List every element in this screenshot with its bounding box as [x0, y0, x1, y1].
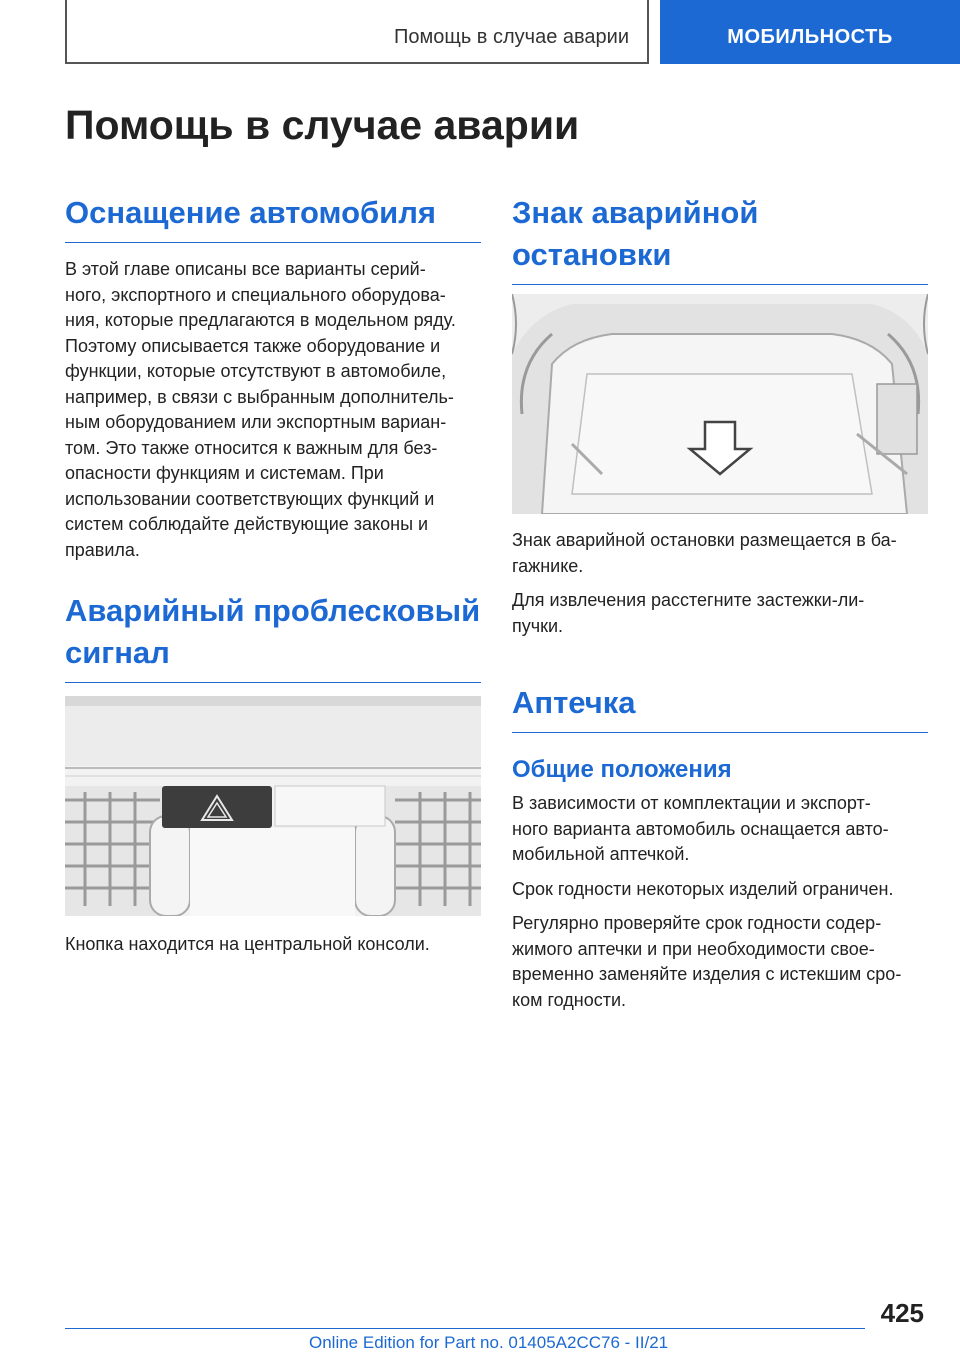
caption-hazard: Кнопка находится на центральной консоли. [65, 934, 430, 954]
heading-hazard [65, 590, 481, 683]
text-line: мобильной аптечкой. [512, 844, 690, 864]
text-line: например, в связи с выбранным дополнитель- [65, 386, 454, 407]
text-line: опасности функциям и системам. При [65, 463, 384, 483]
page-number: 425 [880, 1298, 924, 1328]
text-line: Поэтому описывается также оборудование и [65, 335, 441, 356]
text-line: функции, которые отсутствуют в автомобиле, [65, 361, 447, 381]
heading-first-aid-kit: Аптечка [512, 682, 928, 733]
text-line: ком годности. [512, 989, 627, 1010]
heading-hazard-line2: сигнал [65, 635, 170, 670]
triangle-text [512, 528, 928, 639]
text-line: Знак аварийной остановки размещается в ба- [512, 530, 897, 550]
section-hazard [65, 590, 481, 683]
text-line: В этой главе описаны все варианты серий- [65, 259, 426, 279]
footer-divider [65, 1328, 865, 1329]
text-line: использовании соответствующих функций и [65, 488, 435, 509]
text-line: систем соблюдайте действующие законы и [65, 514, 429, 534]
trunk-illustration [512, 294, 928, 514]
section-equipment [65, 192, 481, 563]
header-tab-mobility[interactable]: МОБИЛЬНОСТЬ [660, 0, 960, 64]
kit-paragraph-2: Срок годности некоторых изделий ограничен. [512, 878, 894, 899]
equipment-paragraph [65, 257, 481, 563]
hazard-console-illustration [65, 696, 481, 916]
heading-triangle-line1: Знак аварийной [512, 195, 759, 230]
text-line: ного варианта автомобиль оснащается авто- [512, 818, 889, 839]
section-first-aid-kit [512, 682, 928, 1013]
figure-trunk [512, 294, 928, 514]
footer-edition: Online Edition for Part no. 01405A2CC76 - II/21 [309, 1333, 669, 1352]
page-title: Помощь в случае аварии [65, 102, 580, 148]
heading-hazard-line1: Аварийный проблесковый [65, 593, 481, 628]
header-section-title: Помощь в случае аварии [394, 26, 629, 48]
text-line: Регулярно проверяйте срок годности содер- [512, 913, 882, 933]
kit-paragraph-1 [512, 791, 928, 868]
text-line: пучки. [512, 615, 564, 636]
text-line: Для извлечения расстегните застежки-ли- [512, 590, 865, 610]
text-line: жимого аптечки и при необходимости свое- [512, 938, 875, 959]
text-line: временно заменяйте изделия с истекшим сро- [512, 964, 902, 984]
header-frame [65, 0, 649, 64]
heading-equipment: Оснащение автомобиля [65, 192, 481, 243]
text-line: ного, экспортного и специального оборудова- [65, 284, 446, 305]
text-line: ния, которые предлагаются в модельном ряду. [65, 310, 456, 330]
text-line: правила. [65, 539, 140, 560]
text-line: ным оборудованием или экспортным вариан- [65, 412, 447, 432]
text-line: В зависимости от комплектации и экспорт- [512, 793, 871, 813]
kit-paragraph-3 [512, 911, 928, 1013]
text-line: гажнике. [512, 555, 584, 576]
heading-triangle-line2: остановки [512, 237, 672, 272]
heading-warning-triangle [512, 192, 928, 285]
figure-hazard-button [65, 696, 481, 916]
section-warning-triangle [512, 192, 928, 285]
text-line: том. Это также относится к важным для без- [65, 437, 438, 458]
subheading-general: Общие положения [512, 756, 732, 783]
